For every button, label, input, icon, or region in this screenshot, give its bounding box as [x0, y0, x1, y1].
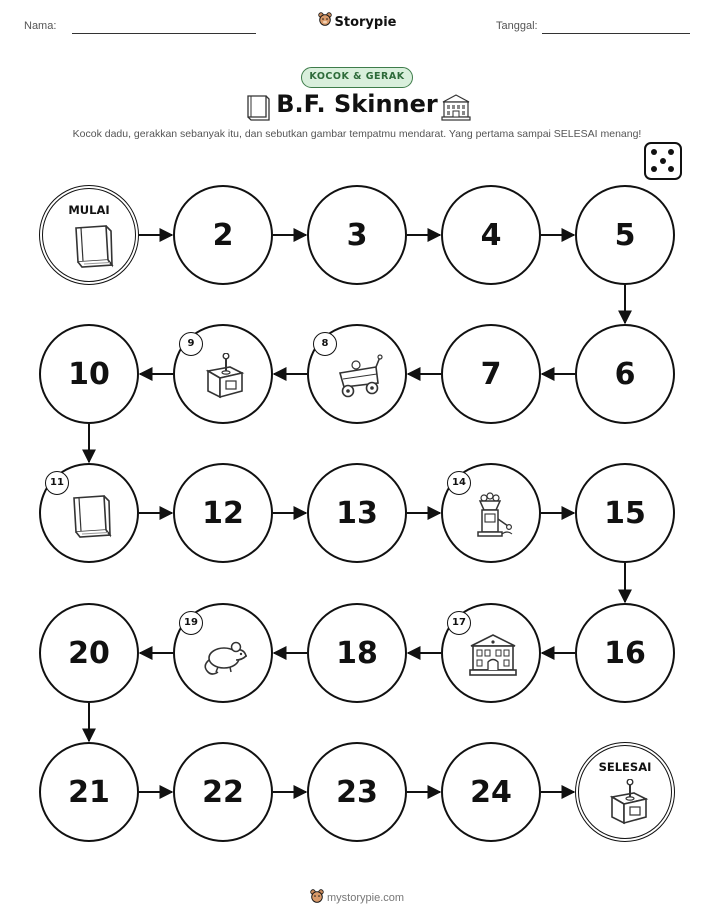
space-number-tag: 17: [447, 611, 471, 635]
space-label: SELESAI: [598, 760, 652, 774]
board-space-8: [307, 324, 407, 424]
name-label: Nama:: [24, 20, 57, 32]
board-space-4: [441, 185, 541, 285]
board-space-7: [441, 324, 541, 424]
space-number-tag: 19: [179, 611, 203, 635]
space-number: 2: [212, 217, 234, 253]
board-space-18: [307, 603, 407, 703]
space-number: 23: [336, 774, 378, 810]
start-space: [39, 185, 139, 285]
space-number: 6: [614, 356, 636, 392]
space-number: 4: [480, 217, 502, 253]
space-number: 18: [336, 635, 378, 671]
board-space-2: [173, 185, 273, 285]
board-space-19: [173, 603, 273, 703]
space-number: 21: [68, 774, 110, 810]
board-space-12: [173, 463, 273, 563]
space-number: 3: [346, 217, 368, 253]
board-space-16: [575, 603, 675, 703]
board-space-17: [441, 603, 541, 703]
space-number-tag: 9: [179, 332, 203, 356]
board-space-3: [307, 185, 407, 285]
board-space-14: [441, 463, 541, 563]
footer: [0, 889, 714, 904]
page-title: B.F. Skinner: [276, 90, 438, 118]
space-number: 12: [202, 495, 244, 531]
space-number-tag: 14: [447, 471, 471, 495]
space-number: 20: [68, 635, 110, 671]
space-number-tag: 8: [313, 332, 337, 356]
space-number: 22: [202, 774, 244, 810]
board-space-24: [441, 742, 541, 842]
space-number: 7: [480, 356, 502, 392]
finish-space: [575, 742, 675, 842]
space-number: 15: [604, 495, 646, 531]
board-space-20: [39, 603, 139, 703]
board-space-5: [575, 185, 675, 285]
footer-url: mystorypie.com: [327, 892, 405, 904]
board-space-10: [39, 324, 139, 424]
space-number: 16: [604, 635, 646, 671]
board-space-9: [173, 324, 273, 424]
space-number-tag: 11: [45, 471, 69, 495]
logo-text: Storypie: [334, 15, 397, 30]
board-space-11: [39, 463, 139, 563]
board-space-22: [173, 742, 273, 842]
board-space-15: [575, 463, 675, 563]
bear-icon: [310, 892, 327, 904]
board-space-23: [307, 742, 407, 842]
board-space-13: [307, 463, 407, 563]
space-number: 5: [614, 217, 636, 253]
space-number: 24: [470, 774, 512, 810]
space-number: 13: [336, 495, 378, 531]
space-number: 10: [68, 356, 110, 392]
space-label: MULAI: [68, 203, 110, 217]
board-space-21: [39, 742, 139, 842]
game-type-badge: KOCOK & GERAK: [301, 67, 413, 88]
instructions: Kocok dadu, gerakkan sebanyak itu, dan sebutkan gambar tempatmu mendarat. Yang pertama sampai SELESAI menang!: [72, 128, 642, 140]
board-space-6: [575, 324, 675, 424]
date-label: Tanggal:: [496, 20, 538, 32]
